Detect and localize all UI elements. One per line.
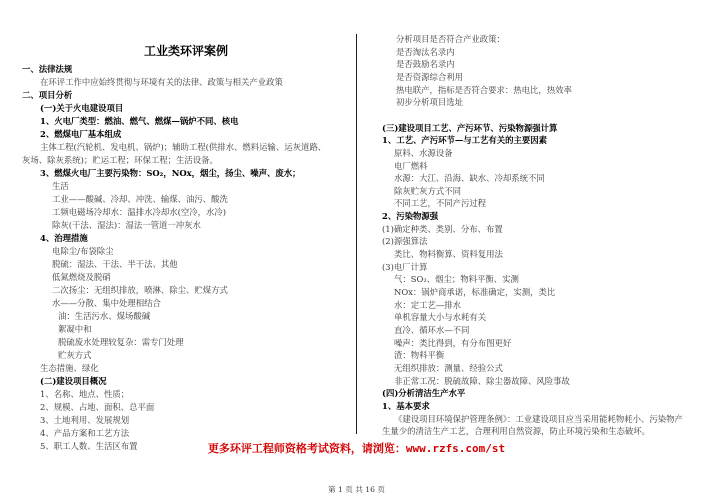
left-line: 2、燃煤电厂基本组成	[40, 129, 122, 139]
left-line: (二)建设项目概况	[40, 376, 107, 386]
left-line: 一、法律法规	[22, 64, 73, 74]
right-line: (2)源强算法	[382, 236, 428, 247]
document-title: 工业类环评案例	[143, 44, 228, 58]
right-line: 1、基本要求	[382, 400, 430, 411]
right-line: 水源：大江、沿海、缺水、冷却系统不同	[394, 173, 545, 184]
left-line: 二次扬尘：无组织排放，喷淋、除尘、贮煤方式	[52, 285, 228, 295]
right-line: 噪声：类比得到，有分布图更好	[394, 337, 512, 348]
left-line: 工业——酸碱、冷却、冲洗、输煤、油污、酸洗	[52, 194, 228, 204]
left-line: 絮凝中和	[58, 324, 92, 334]
right-line: 直冷、循环水—不同	[394, 324, 470, 335]
right-line: 是否鼓励名录内	[396, 59, 455, 70]
left-line: 2、规模、占地、面积、总平面	[40, 402, 155, 412]
right-line: 不同工艺，不同产污过程	[394, 198, 487, 209]
right-line: 《建设项目环境保护管理条例》：工业建设项目应当采用能耗物耗小、污染物产	[394, 413, 683, 424]
right-line: 类比、物料衡算、资料复用法	[394, 249, 503, 260]
right-line: 是否淘汰名录内	[396, 46, 455, 57]
left-line: 5、职工人数、生活区布置	[40, 441, 138, 451]
right-line: 分析项目是否符合产业政策：	[396, 34, 505, 44]
right-line: (3)电厂计算	[382, 261, 428, 272]
left-line: 贮灰方式	[58, 350, 92, 360]
left-line: 4、治理措施	[40, 233, 88, 243]
left-line: 脱硫废水处理较复杂：需专门处理	[58, 337, 184, 347]
left-line: 4、产品方案和工艺方法	[40, 428, 130, 438]
left-line: 灰场、除灰系统)；贮运工程；环保工程；生活设备。	[22, 155, 218, 165]
page-number: 第 1 页 共 16 页	[328, 485, 385, 494]
footer-ad-link[interactable]: 更多环评工程师资格考试资料，请浏览：www.rzfs.com/st	[207, 442, 506, 455]
left-line: 生活	[52, 181, 69, 191]
left-line: 1、火电厂类型：燃油、燃气、燃煤—锅炉不同、核电	[40, 116, 239, 126]
right-line: (1)确定种类、类别、分布、布置	[382, 223, 503, 234]
right-line: 单机容量大小与水耗有关	[394, 312, 487, 323]
right-line: 生量少的清洁生产工艺，合理利用自然资源，防止环境污染和生态破坏。	[382, 426, 650, 437]
right-line: 原料、水源设备	[394, 147, 453, 158]
column-divider	[356, 34, 357, 434]
right-line: 1、工艺、产污环节—与工艺有关的主要因素	[382, 135, 547, 146]
left-line: 3、土地利用、发展规划	[40, 415, 130, 425]
right-line: (三)建设项目工艺、产污环节、污染物源强计算	[382, 122, 558, 133]
right-line: 是否资源综合利用	[396, 71, 463, 82]
right-line: 初步分析项目选址	[396, 97, 463, 108]
left-line: 除灰(干法、湿法)：湿法一管道一冲灰水	[52, 220, 201, 230]
left-line: 二、项目分析	[22, 90, 73, 100]
right-line: 除灰贮灰方式不同	[394, 185, 461, 196]
right-line: 电厂燃料	[394, 160, 428, 171]
left-line: (一)关于火电建设项目	[40, 103, 124, 113]
left-line: 油：生活污水、煤场酸碱	[58, 311, 151, 321]
left-line: 电除尘/布袋除尘	[52, 246, 114, 256]
right-line: 水：定工艺—排水	[394, 299, 461, 310]
right-line: 非正常工况：脱硫故障、除尘器故障、风险事故	[394, 375, 570, 386]
left-line: 生态措施、绿化	[40, 363, 99, 373]
right-line: 无组织排放：测量、经验公式	[394, 362, 503, 373]
right-line: 2、污染物源强	[382, 211, 439, 222]
right-line: NOx：锅炉商承诺，标准确定，实测，类比	[394, 287, 556, 297]
left-line: 在环评工作中应始终贯彻与环境有关的法律、政策与相关产业政策	[40, 77, 283, 87]
left-line: 水——分散、集中处理相结合	[52, 298, 161, 308]
left-line: 3、燃煤火电厂主要污染物：SO₂，NOx，烟尘，扬尘、噪声、废水；	[40, 168, 301, 178]
right-line: 渣：物料平衡	[394, 350, 445, 361]
right-line: (四)分析清洁生产水平	[382, 388, 466, 399]
left-line: 工频电磁场冷却水：温排水冷却水(空冷，水冷)	[52, 207, 227, 217]
left-line: 主体工程(汽轮机、发电机、锅炉)；辅助工程(供排水、燃料运输、运灰道路、	[40, 142, 327, 152]
left-line: 脱硫：湿法、干法、半干法、其他	[52, 259, 178, 269]
right-line: 热电联产，指标是否符合要求：热电比，热效率	[396, 84, 572, 95]
right-line: 气：SO₂、烟尘；物料平衡、实测	[394, 274, 519, 285]
left-line: 低氮燃烧及脱硝	[52, 272, 111, 282]
left-line: 1、名称、地点、性质；	[40, 389, 130, 399]
